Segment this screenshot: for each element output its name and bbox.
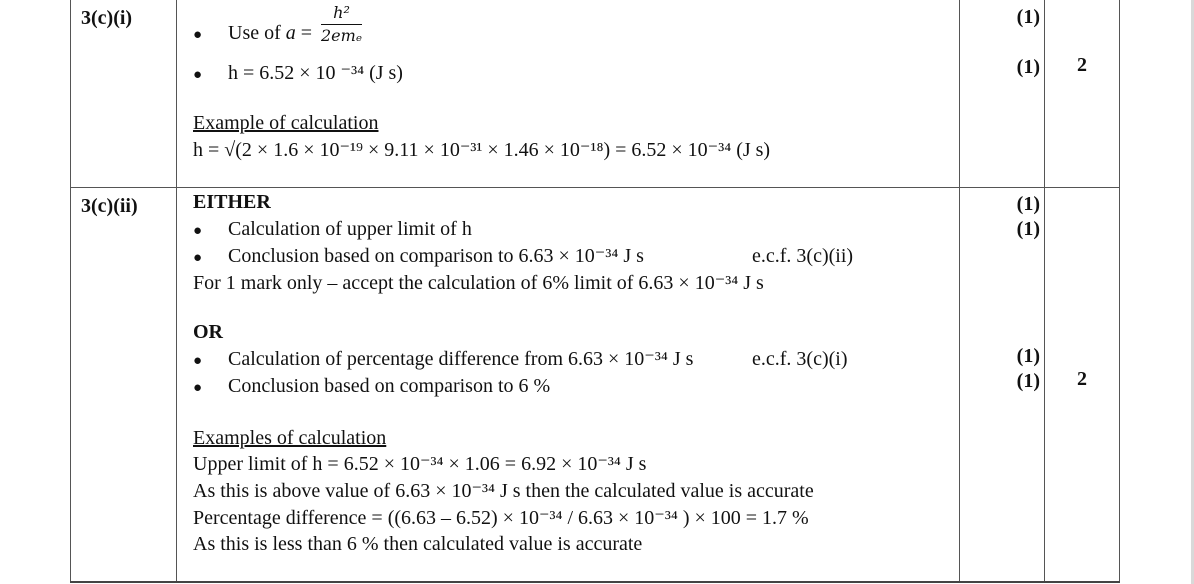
answer-point: Use of a = <box>228 22 313 44</box>
bullet-icon: ● <box>193 223 203 239</box>
answer-point: Conclusion based on comparison to 6 % <box>228 375 551 397</box>
example-line: Percentage difference = ((6.63 – 6.52) × 10⁻³⁴ / 6.63 × 10⁻³⁴ ) × 100 = 1.7 % <box>193 507 809 529</box>
example-heading: Example of calculation <box>193 112 379 134</box>
bullet-icon: ● <box>193 353 203 369</box>
example-line: Upper limit of h = 6.52 × 10⁻³⁴ × 1.06 = 6.92 × 10⁻³⁴ J s <box>193 453 647 475</box>
examples-heading: Examples of calculation <box>193 427 387 449</box>
mark: (1) <box>1016 56 1040 78</box>
marks-cell <box>960 0 1045 188</box>
answer-cell <box>177 0 960 188</box>
example-line: h = √(2 × 1.6 × 10⁻¹⁹ × 9.11 × 10⁻³¹ × 1.46 × 10⁻¹⁸) = 6.52 × 10⁻³⁴ (J s) <box>193 139 771 161</box>
total-marks: 2 <box>1077 368 1087 390</box>
answer-point: Calculation of percentage difference from 6.63 × 10⁻³⁴ J s <box>228 348 694 370</box>
fraction: h² 2emₑ <box>321 3 363 45</box>
answer-cell <box>177 188 960 583</box>
ecf-note: e.c.f. 3(c)(ii) <box>752 245 854 267</box>
mark: (1) <box>1016 370 1040 392</box>
table-row <box>71 0 1120 188</box>
marks-cell <box>960 188 1045 583</box>
table-row <box>71 188 1120 583</box>
mark: (1) <box>1016 218 1040 240</box>
bullet-icon: ● <box>193 250 203 266</box>
mark-scheme-table <box>70 0 1120 583</box>
question-number: 3(c)(i) <box>71 0 177 188</box>
mark: (1) <box>1016 345 1040 367</box>
answer-point: Calculation of upper limit of h <box>228 218 472 240</box>
example-line: As this is less than 6 % then calculated value is accurate <box>193 533 643 555</box>
or-label: OR <box>193 321 223 343</box>
mark: (1) <box>1016 193 1040 215</box>
either-label: EITHER <box>193 191 271 213</box>
one-mark-note: For 1 mark only – accept the calculation of 6% limit of 6.63 × 10⁻³⁴ J s <box>193 272 764 294</box>
answer-point: h = 6.52 × 10 ⁻³⁴ (J s) <box>228 62 403 84</box>
bullet-icon: ● <box>193 67 203 83</box>
bullet-icon: ● <box>193 27 203 43</box>
total-marks: 2 <box>1077 54 1087 76</box>
mark: (1) <box>1016 6 1040 28</box>
ecf-note: e.c.f. 3(c)(i) <box>752 348 848 370</box>
total-cell <box>1045 188 1120 583</box>
answer-point: Conclusion based on comparison to 6.63 × 10⁻³⁴ J s <box>228 245 644 267</box>
total-cell <box>1045 0 1120 188</box>
question-number: 3(c)(ii) <box>71 188 177 583</box>
bullet-icon: ● <box>193 380 203 396</box>
example-line: As this is above value of 6.63 × 10⁻³⁴ J s then the calculated value is accurate <box>193 480 814 502</box>
